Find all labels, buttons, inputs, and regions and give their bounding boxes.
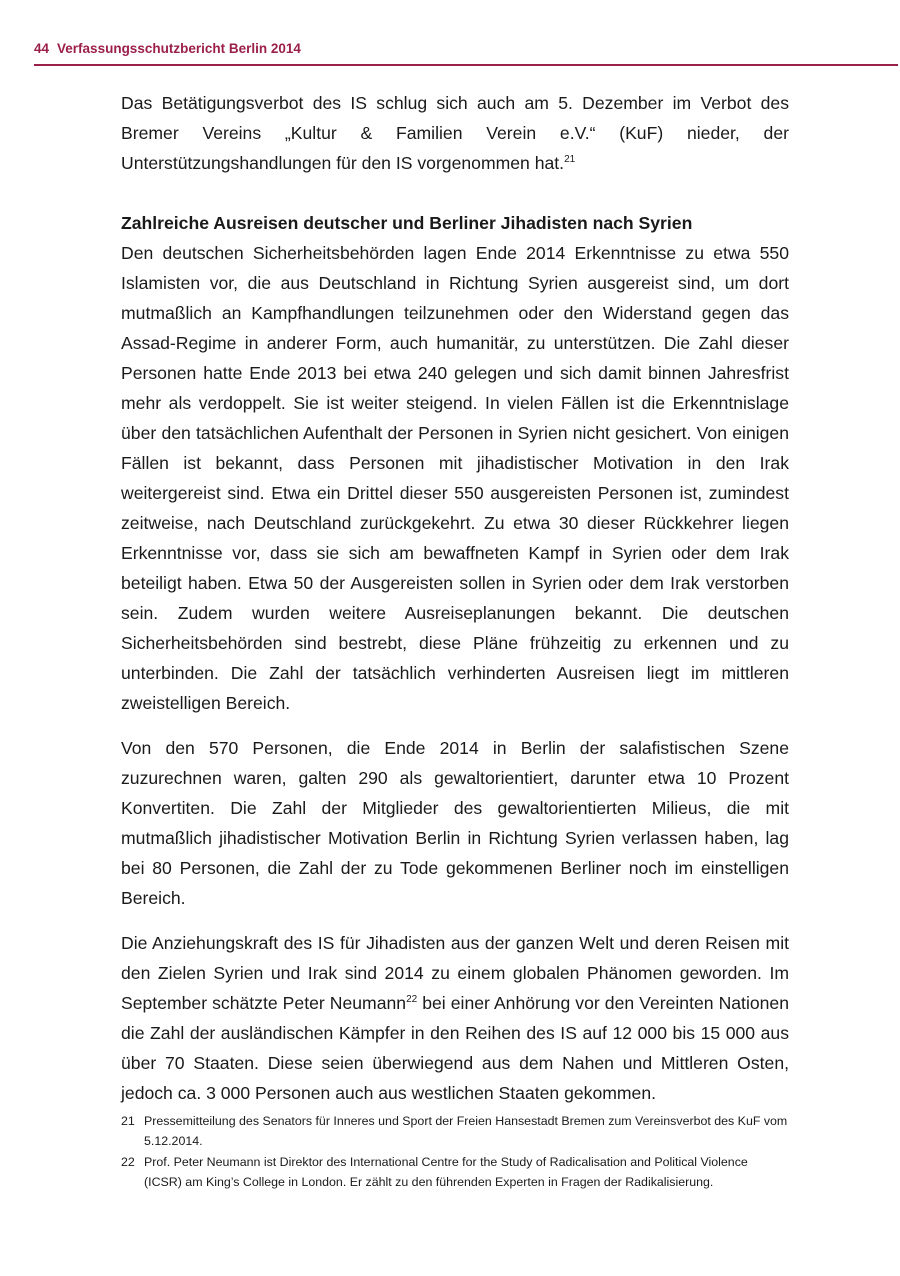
paragraph-2: Den deutschen Sicherheitsbehörden lagen Ende 2014 Erkenntnisse zu etwa 550 Islamisten vor, die aus Deutschland in Richtung Syrien ausgereist sind, um dort mutmaßlich an Kampfhandlungen teilzunehmen oder den Widerstand gegen das Assad-Regime in anderer Form, auch humanitär, zu unterstützen. Die Zahl dieser Personen hatte Ende 2013 bei etwa 240 gelegen und sich damit binnen Jahresfrist mehr als verdoppelt. Sie ist weiter steigend. In vielen Fällen ist die Erkenntnislage über den tatsächlichen Aufenthalt der Personen in Syrien nicht gesichert. Von einigen Fällen ist bekannt, dass Personen mit jihadistischer Motivation in den Irak weitergereist sind. Etwa ein Drittel dieser 550 ausgereisten Personen ist, zumindest zeitweise, nach Deutschland zurückgekehrt. Zu etwa 30 dieser Rückkehrer liegen Erkenntnisse vor, dass sie sich am bewaffneten Kampf in Syrien oder dem Irak beteiligt haben. Etwa 50 der Ausgereisten sollen in Syrien oder dem Irak verstorben sein. Zudem wurden weitere Ausreiseplanungen bekannt. Die deutschen Sicherheitsbehörden sind bestrebt, diese Pläne frühzeitig zu erkennen und zu unterbinden. Die Zahl der tatsächlich verhinderten Ausreisen liegt im mittleren zweistelligen Bereich. — [121, 243, 789, 713]
footnote-text: Pressemitteilung des Senators für Inneres und Sport der Freien Hansestadt Bremen zum Vereinsverbot des KuF vom 5.12.2014. — [144, 1114, 788, 1148]
footnote-21 — [121, 1112, 789, 1151]
footnote-ref-21[interactable]: 21 — [564, 154, 576, 166]
footnote-text: Prof. Peter Neumann ist Direktor des International Centre for the Study of Radicalisation and Political Violence (ICSR) am King’s College in London. Er zählt zu den führenden Experten in Fragen der Radikalisierung. — [144, 1155, 748, 1189]
page-number: 44 — [34, 41, 50, 56]
footnote-22 — [121, 1153, 789, 1192]
report-title: Verfassungsschutzbericht Berlin 2014 — [57, 41, 301, 56]
running-header — [34, 38, 898, 66]
footnote-number: 22 — [121, 1155, 135, 1169]
main-content — [121, 88, 789, 1123]
section-heading: Zahlreiche Ausreisen deutscher und Berliner Jihadisten nach Syrien — [121, 213, 693, 233]
paragraph-1-text: Das Betätigungsverbot des IS schlug sich auch am 5. Dezember im Verbot des Bremer Vereins „Kultur & Familien Verein e.V.“ (KuF) nieder, der Unterstützungshandlungen für den IS vorgenommen hat. — [121, 93, 789, 173]
paragraph-4 — [121, 928, 789, 1108]
paragraph-4-text-b: bei einer Anhörung vor den Vereinten Nationen die Zahl der ausländischen Kämpfer in den Reihen des IS auf 12 000 bis 15 000 aus über 70 Staaten. Diese seien überwiegend aus dem Nahen und Mittleren Osten, jedoch ca. 3 000 Personen auch aus westlichen Staaten gekommen. — [121, 993, 789, 1103]
footnote-number: 21 — [121, 1114, 135, 1128]
footnotes — [121, 1112, 789, 1194]
footnote-ref-22[interactable]: 22 — [406, 994, 418, 1006]
paragraph-3: Von den 570 Personen, die Ende 2014 in Berlin der salafistischen Szene zuzurechnen waren, galten 290 als gewaltorientiert, darunter etwa 10 Prozent Konvertiten. Die Zahl der Mitglieder des gewaltorientierten Milieus, die mit mutmaßlich jihadistischer Motivation Berlin in Richtung Syrien verlassen haben, lag bei 80 Personen, die Zahl der zu Tode gekommenen Berliner noch im einstelligen Bereich. — [121, 738, 789, 908]
paragraph-1 — [121, 88, 789, 178]
paragraph-4-text-a: Die Anziehungskraft des IS für Jihadisten aus der ganzen Welt und deren Reisen mit den Zielen Syrien und Irak sind 2014 zu einem globalen Phänomen geworden. Im September schätzte Peter Neumann — [121, 933, 789, 1013]
